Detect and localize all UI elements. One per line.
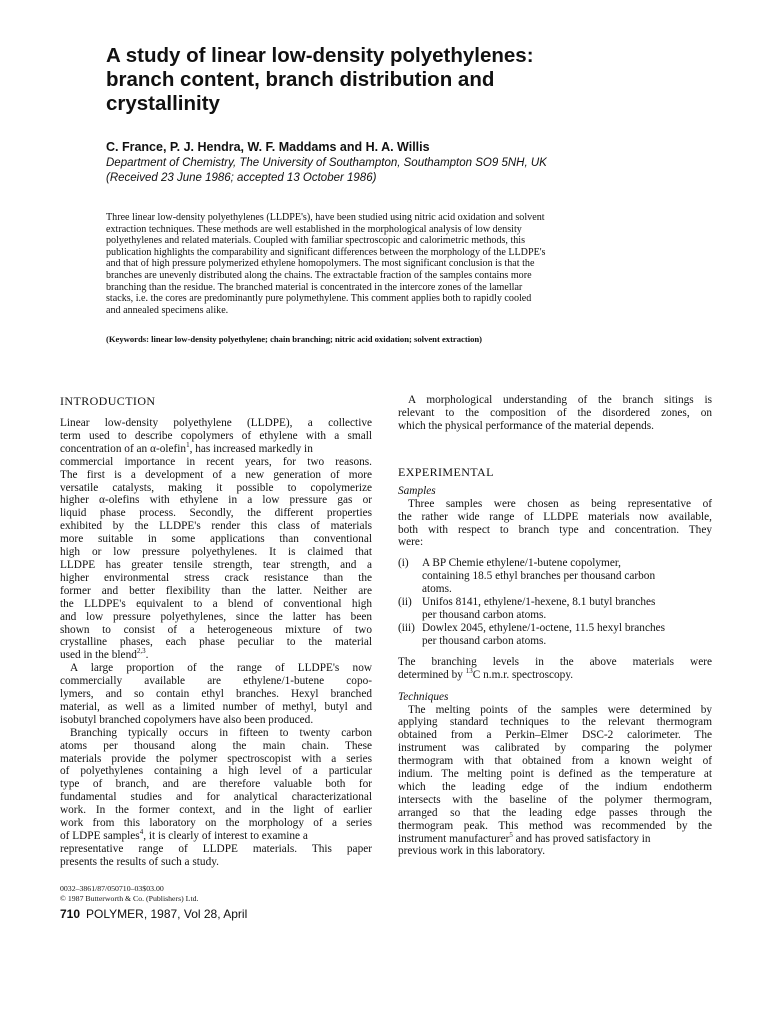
text-line: presents the results of such a study. [60, 855, 219, 868]
text-line: liquid phase process. Secondly, the different properties [60, 507, 372, 520]
text-line: relevant to the composition of the disordered zones, on [398, 406, 712, 419]
text-line: the rather wide range of LLDPE materials now available, [398, 510, 712, 523]
authors: C. France, P. J. Hendra, W. F. Maddams and H. A. Willis [106, 140, 430, 154]
isotope-superscript: 13 [465, 666, 473, 675]
citation: 1 [186, 441, 190, 450]
abstract-line: publication highlights the comparability and significant differences between the morphology of the LLDPE's [106, 246, 546, 258]
abstract [106, 212, 654, 316]
citation: 2,3 [136, 647, 146, 656]
footer-journal [60, 907, 247, 921]
text-line: term used to describe copolymers of ethylene with a small [60, 429, 372, 442]
text-line: Three samples were chosen as being representative of [408, 497, 712, 510]
text-line: work. In the former context, and in the light of earlier [60, 804, 372, 817]
text-line: exhibited by the LLDPE's render this class of materials [60, 520, 372, 533]
text-line: atoms per thousand along the main chain. These [60, 739, 372, 752]
right-column [398, 394, 712, 858]
text-line: both with respect to branch type and concentration. They [398, 523, 712, 536]
citation: 5 [509, 830, 513, 839]
text-line: of polyethylenes containing a high level of a particular [60, 765, 372, 778]
subsection-heading-samples: Samples [398, 484, 436, 497]
text-line: Linear low-density polyethylene (LLDPE), a collective [60, 417, 372, 429]
text-line: versatile catalysts, making it possible to copolymerize [60, 481, 372, 494]
text-line: representative range of LLDPE materials. This paper [60, 842, 372, 855]
abstract-line: stacks, i.e. the cores are predominantly pure polymethylene. This comment applies both to rapidly cooled [106, 293, 532, 305]
citation: 4 [139, 828, 144, 837]
text-line: intersects with the baseline of the polymer thermogram, [398, 793, 712, 806]
text-line: arranged so that the leading edge passes through the [398, 806, 712, 819]
abstract-line: branching than the residue. The branched material is concentrated in the intercore zones of the lamellar [106, 281, 523, 293]
text-line: commercial importance in recent years, for two reasons. [60, 455, 372, 468]
text-line: The melting points of the samples were determined by [408, 703, 712, 716]
issn-code: 0032–3861/87/050710–03$03.00 [60, 884, 164, 893]
affiliation-block [106, 156, 547, 186]
title-line: crystallinity [106, 92, 220, 115]
text-line: which the physical performance of the material depends. [398, 419, 654, 432]
text-line: work from this laboratory on the morphology of a series [60, 817, 372, 830]
text-line: thermogram peak. This method was recommended by the [398, 819, 712, 832]
text-line: applying standard techniques to the relevant thermogram [398, 716, 712, 729]
title-line: branch content, branch distribution and [106, 68, 495, 91]
text-line: higher environmental stress crack resistance than the [60, 571, 372, 584]
text-line: indium. The melting point is defined as the temperature at [398, 768, 712, 781]
abstract-line: Three linear low-density polyethylenes (LLDPE's), have been studied using nitric acid oxidation and solvent [106, 212, 545, 223]
text-line: The branching levels in the above materials were [398, 655, 712, 668]
text-line: higher α-olefins with ethylene in a low pressure gas or [60, 494, 372, 507]
text-line: lymers, and so contain ethyl branches. Hexyl branched [60, 688, 372, 701]
text-line: concentration of an α-olefin$^1$, has increased markedly in [60, 441, 313, 455]
text-line: Branching typically occurs in fifteen to twenty carbon [70, 726, 372, 739]
text-line: crystalline phases, each phase peculiar to the material [60, 636, 372, 649]
text-line: material, as well as a limited number of methyl, butyl and [60, 700, 372, 713]
abstract-line: and that of high pressure polymerized ethylene homopolymers. The most significant conclusion is that the [106, 258, 535, 270]
text-line: were: [398, 536, 424, 549]
title-line: A study of linear low-density polyethylenes: [106, 44, 534, 67]
text-line: materials provide the polymer spectroscopist with a series [60, 752, 372, 765]
abstract-line: branches are unevenly distributed along the chains. The extractable fraction of the samples contains more [106, 269, 532, 281]
text-line: used in the blend$^{2,3}$. [60, 647, 149, 662]
text-line: high or low pressure polyethylenes. It is claimed that [60, 546, 372, 559]
sample-list-item: (ii) Unifos 8141, ethylene/1-hexene, 8.1 butyl branches [398, 596, 656, 609]
text-line: LLDPE has greater tensile strength, tear strength, and a [60, 558, 372, 571]
affiliation: Department of Chemistry, The University of Southampton, Southampton SO9 5NH, UK [106, 157, 547, 169]
text-line: former and better flexibility than the latter. Neither are [60, 584, 372, 597]
text-line: which the leading edge of the indium endotherm [398, 780, 712, 793]
subsection-heading-techniques: Techniques [398, 690, 449, 703]
keywords: (Keywords: linear low-density polyethylene; chain branching; nitric acid oxidation; solvent extraction) [106, 334, 483, 344]
sample-list-item-cont: containing 18.5 ethyl branches per thousand carbon [422, 570, 656, 583]
text-line: The first is a development of a new generation of more [60, 468, 372, 481]
section-heading-experimental: EXPERIMENTAL [398, 464, 494, 479]
text-line: A large proportion of the range of LLDPE's now [70, 662, 372, 675]
text-line: shown to consist of a heterogeneous mixture of two [60, 623, 372, 636]
text-line: previous work in this laboratory. [398, 845, 546, 858]
left-column [60, 394, 372, 869]
paper-title [106, 44, 666, 116]
text-line: more suitable in some applications than conventional [60, 533, 372, 546]
copyright: © 1987 Butterworth & Co. (Publishers) Ltd. [60, 894, 199, 903]
text-line: thermogram with that obtained from a known weight of [398, 755, 712, 768]
sample-list-item-cont: per thousand carbon atoms. [422, 634, 547, 647]
sample-list-item: (i) A BP Chemie ethylene/1-butene copolymer, [398, 557, 621, 570]
text-line: determined by $^{13}$C n.m.r. spectroscopy. [398, 666, 574, 681]
footer-publisher-info [60, 884, 198, 904]
abstract-line: and annealed specimens alike. [106, 304, 229, 316]
journal-citation: POLYMER, 1987, Vol 28, April [86, 907, 248, 921]
page-number: 710 [60, 907, 81, 921]
received-dates: (Received 23 June 1986; accepted 13 October 1986) [106, 172, 377, 184]
section-heading-introduction: INTRODUCTION [60, 394, 156, 408]
text-line: of LDPE samples$^4$, it is clearly of interest to examine a [60, 828, 308, 842]
text-line: A morphological understanding of the branch sitings is [408, 394, 712, 406]
sample-list-item-cont: atoms. [422, 583, 452, 596]
text-line: obtained from a Perkin–Elmer DSC-2 calorimeter. The [398, 729, 712, 742]
sample-list-item: (iii) Dowlex 2045, ethylene/1-octene, 11.5 hexyl branches [398, 621, 666, 634]
text-line: fundamental studies and for analytical characterizational [60, 791, 372, 804]
text-line: commercially available are ethylene/1-butene copo- [60, 675, 372, 688]
text-line: isobutyl branched copolymers have also been produced. [60, 713, 314, 726]
text-line: and low pressure polyethylenes, since the latter has been [60, 610, 372, 623]
abstract-line: extraction techniques. These methods are well established in the morphological analysis of low density [106, 223, 522, 235]
text-line: the LLDPE's equivalent to a blend of conventional high [60, 597, 372, 610]
abstract-line: polyethylenes and related materials. Coupled with familiar spectroscopic and calorimetric methods, this [106, 235, 526, 247]
text-line: instrument was calibrated by comparing the polymer [398, 742, 712, 755]
sample-list-item-cont: per thousand carbon atoms. [422, 608, 547, 621]
text-line: instrument manufacturer$^5$ and has proved satisfactory in [398, 830, 651, 845]
text-line: type of branch, and are therefore valuable both for [60, 778, 372, 791]
